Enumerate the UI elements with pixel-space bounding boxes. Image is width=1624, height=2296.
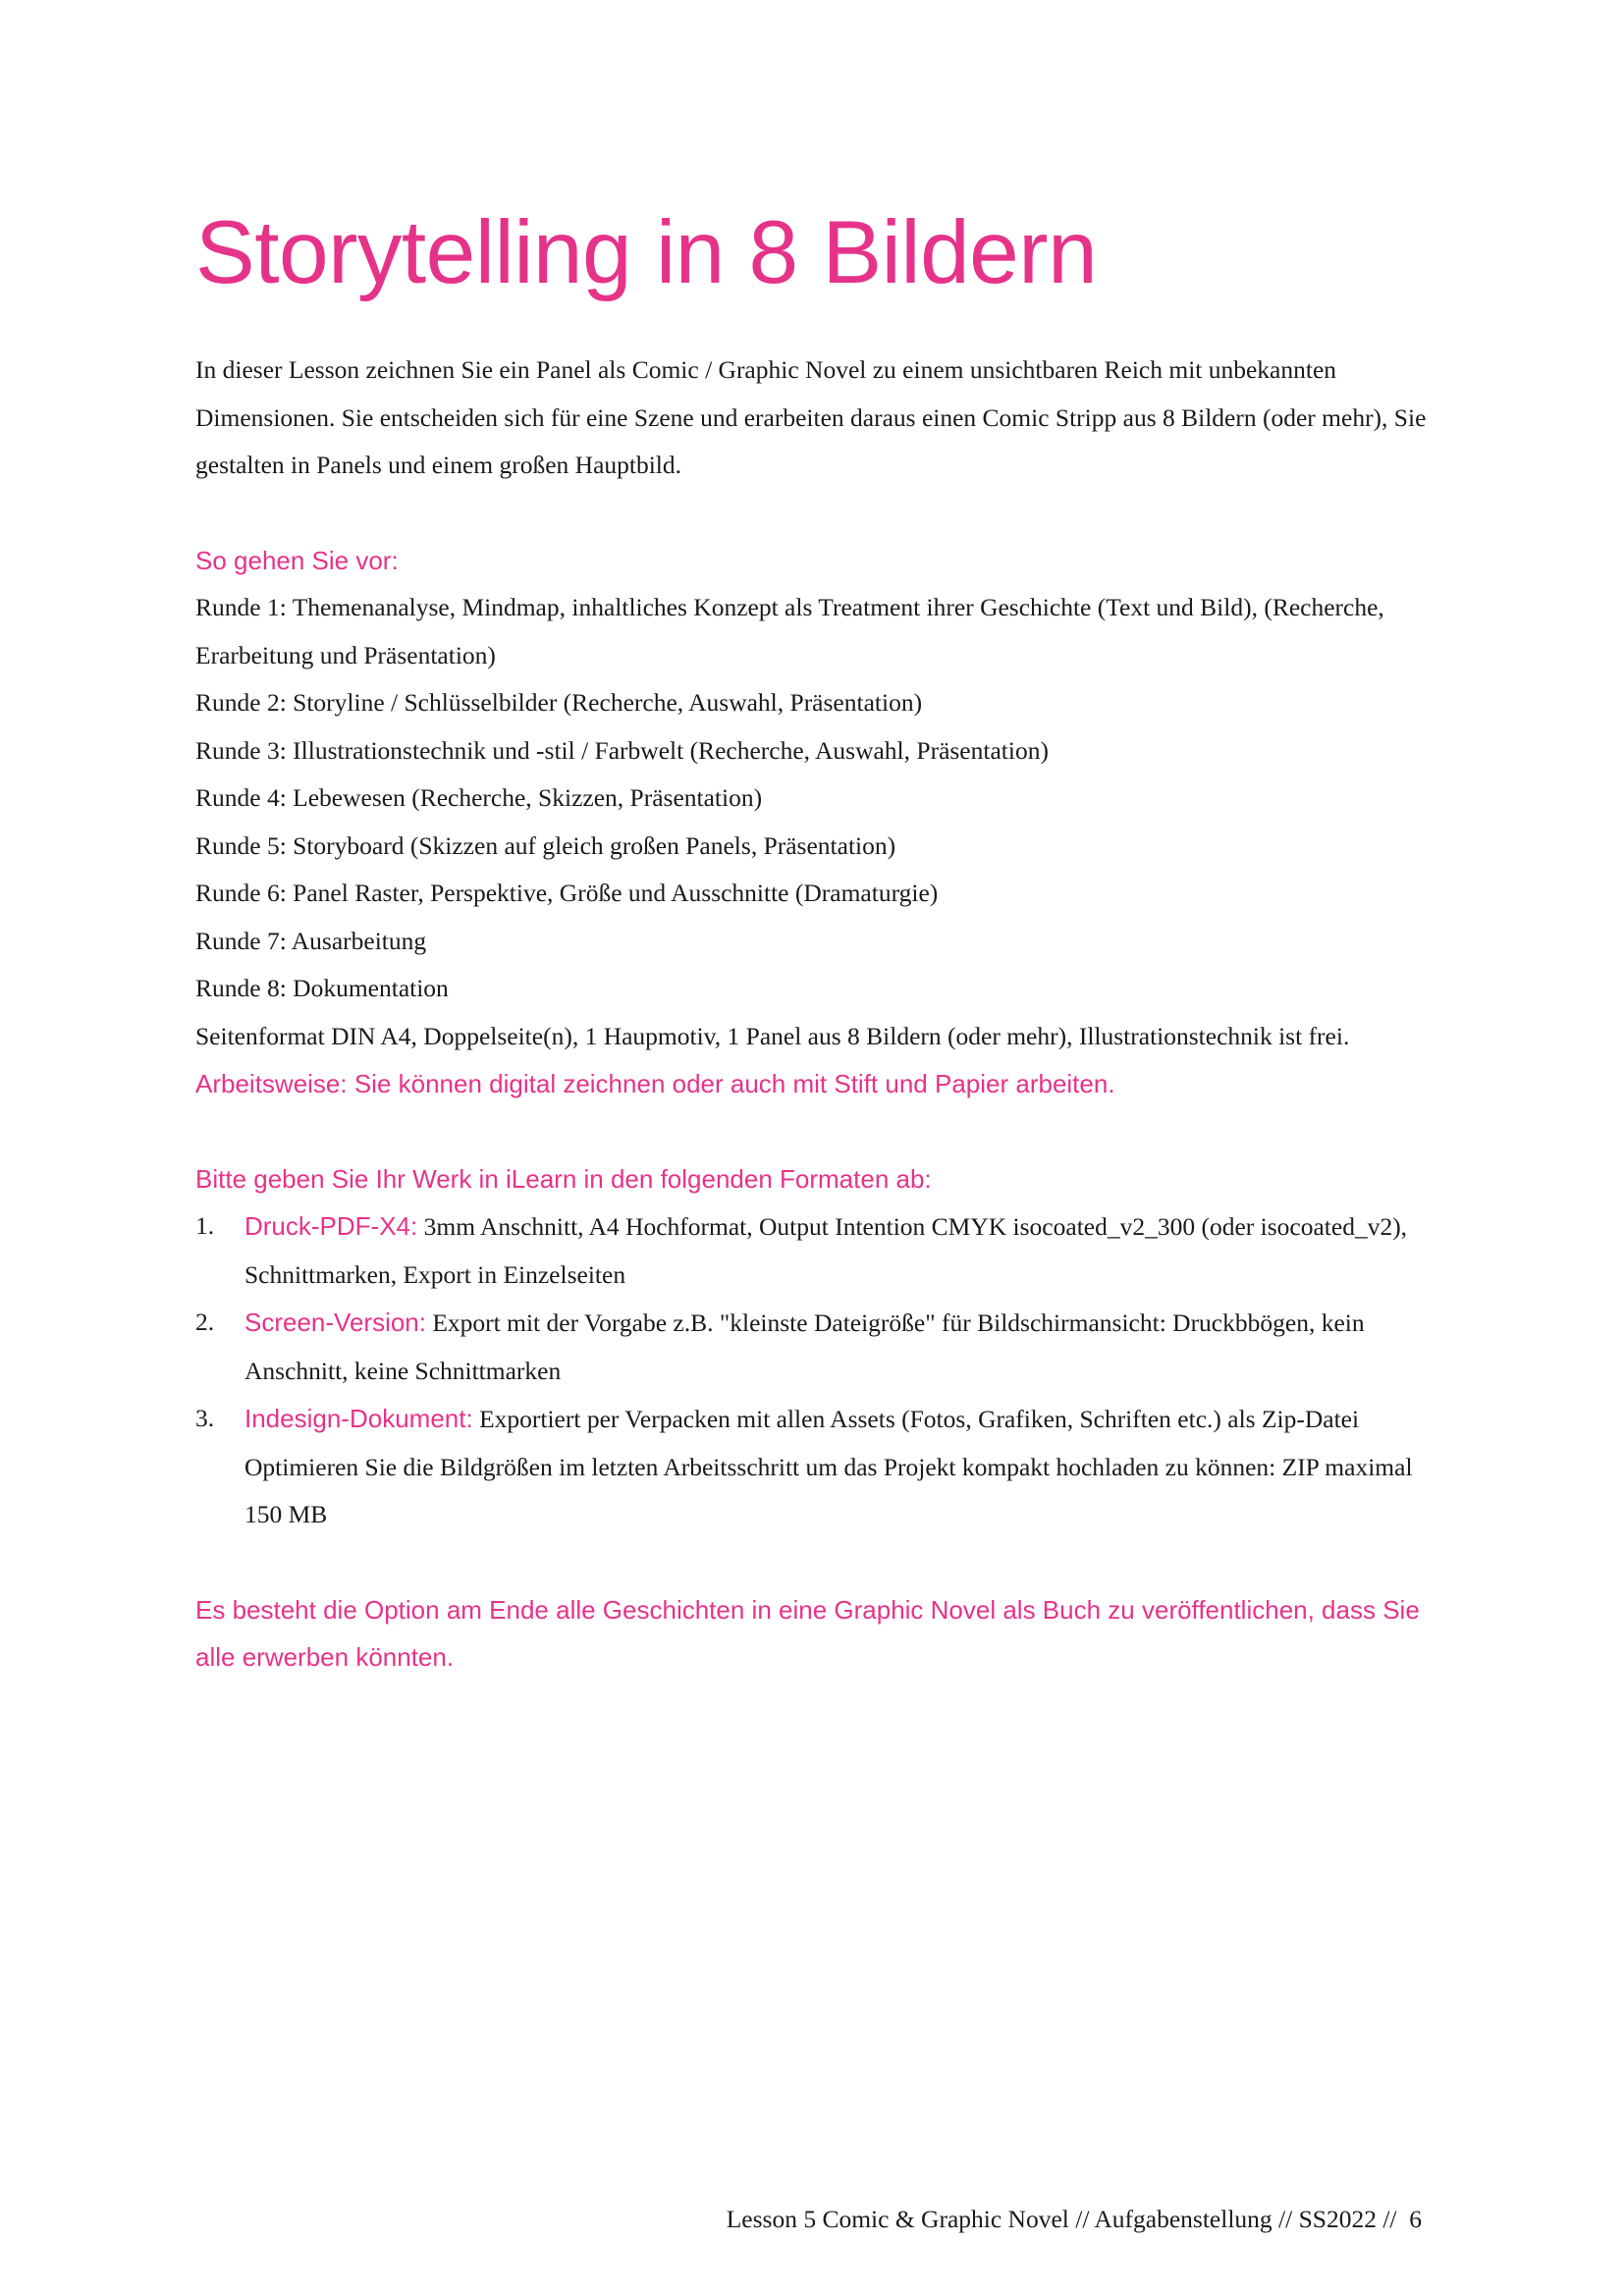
round-item: Runde 7: Ausarbeitung [195,926,427,955]
format-note: Optimieren Sie die Bildgrößen im letzten Arbeitsschritt um das Projekt kompakt hochladen zu können: ZIP maximal 150 MB [244,1452,1413,1528]
rounds-list [195,584,1433,1060]
work-method: Arbeitsweise: Sie können digital zeichnen oder auch mit Stift und Papier arbeiten. [195,1069,1115,1098]
format-item-screen [195,1299,1433,1395]
round-item: Runde 3: Illustrationstechnik und -stil / Farbwelt (Recherche, Auswahl, Präsentation) [195,735,1049,765]
format-item-pdf [195,1202,1433,1299]
list-number: 3. [195,1404,215,1432]
format-item-indesign [195,1395,1433,1539]
round-item: Runde 8: Dokumentation [195,974,449,1002]
page-title: Storytelling in 8 Bildern [195,203,1098,302]
format-label: Indesign-Dokument: [244,1404,473,1433]
format-description: Exportiert per Verpacken mit allen Assets (Fotos, Grafiken, Schriften etc.) als Zip-Datei [472,1405,1360,1433]
round-item: Runde 5: Storyboard (Skizzen auf gleich großen Panels, Präsentation) [195,830,896,860]
intro-paragraph: In dieser Lesson zeichnen Sie ein Panel als Comic / Graphic Novel zu einem unsichtbaren Reich mit unbekannten Dimensionen. Sie entscheiden sich für eine Szene und erarbeiten daraus einen Comic Stripp aus 8 Bildern (oder mehr), Sie gestalten in Panels und einem großen Hauptbild. [195,355,1427,479]
closing-note: Es besteht die Option am Ende alle Geschichten in eine Graphic Novel als Buch zu veröffentlichen, dass Sie alle erwerben könnten. [195,1594,1420,1672]
procedure-heading: So gehen Sie vor: [195,545,399,575]
round-item: Runde 4: Lebewesen (Recherche, Skizzen, Präsentation) [195,783,763,812]
page-content [195,194,1433,1682]
list-number: 1. [195,1211,215,1240]
format-label: Screen-Version: [244,1308,426,1337]
format-description: 3mm Anschnitt, A4 Hochformat, Output Intention CMYK isocoated_v2_300 (oder isocoated_v2), Schnittmarken, Export in Einzelseiten [244,1212,1408,1289]
format-description: Export mit der Vorgabe z.B. "kleinste Dateigröße" für Bildschirmansicht: Druckbbögen, kein Anschnitt, keine Schnittmarken [244,1308,1365,1385]
list-number: 2. [195,1308,215,1336]
round-item: Runde 2: Storyline / Schlüsselbilder (Recherche, Auswahl, Präsentation) [195,688,923,717]
format-spec: Seitenformat DIN A4, Doppelseite(n), 1 Haupmotiv, 1 Panel aus 8 Bildern (oder mehr), Illustrationstechnik ist frei. [195,1021,1350,1050]
round-item: Runde 1: Themenanalyse, Mindmap, inhaltliches Konzept als Treatment ihrer Geschichte (Text und Bild), (Recherche, Erarbeitung und Präsentation) [195,593,1384,669]
submission-heading: Bitte geben Sie Ihr Werk in iLearn in den folgenden Formaten ab: [195,1163,932,1194]
submission-format-list [195,1202,1433,1539]
round-item: Runde 6: Panel Raster, Perspektive, Größe und Ausschnitte (Dramaturgie) [195,879,939,907]
format-label: Druck-PDF-X4: [244,1211,418,1241]
page-footer: Lesson 5 Comic & Graphic Novel // Aufgabenstellung // SS2022 // 6 [726,2205,1422,2233]
